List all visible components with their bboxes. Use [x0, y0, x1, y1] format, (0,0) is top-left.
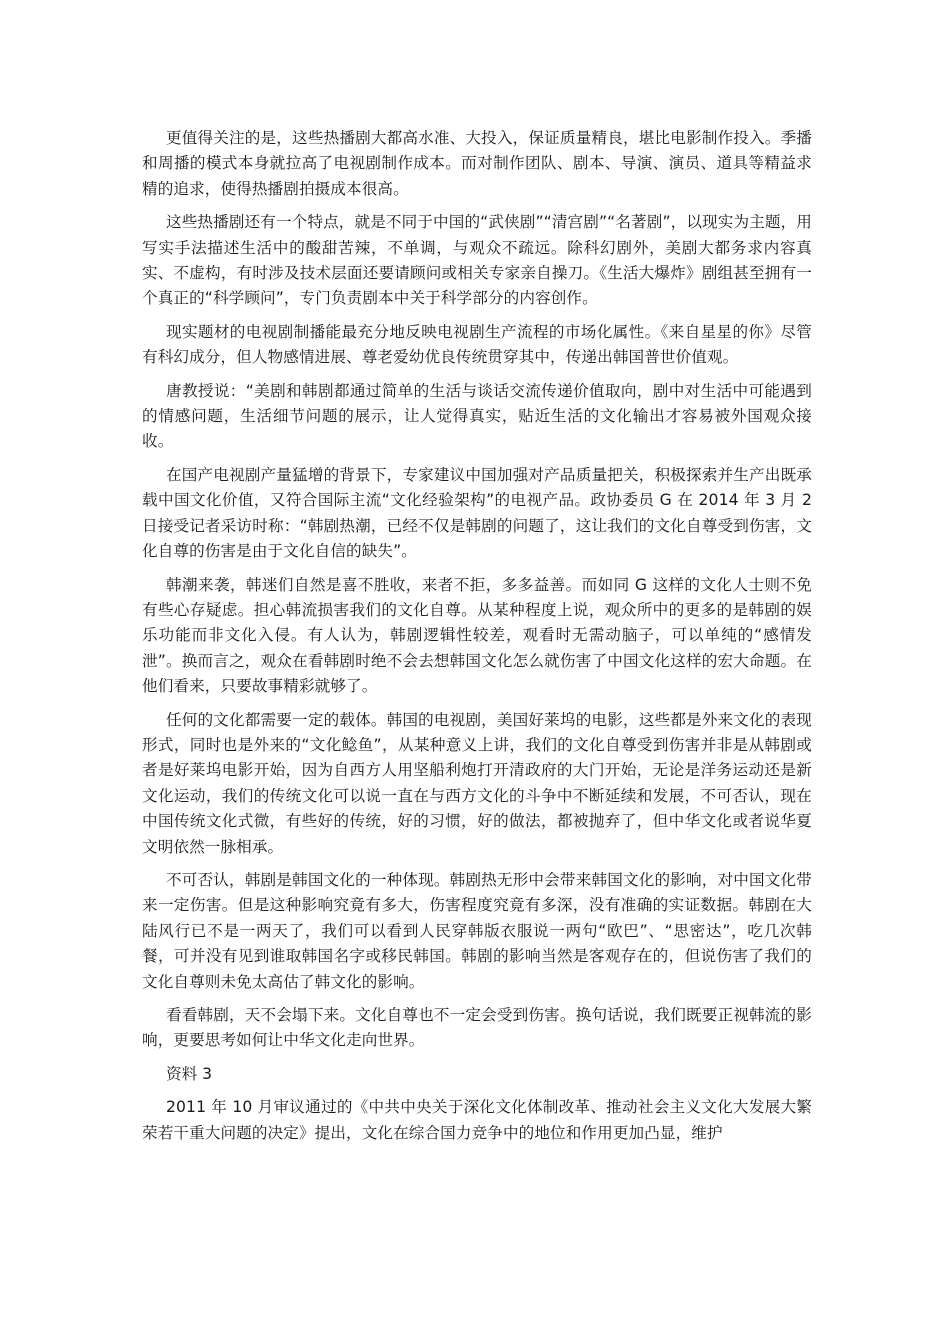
paragraph: 在国产电视剧产量猛增的背景下，专家建议中国加强对产品质量把关，积极探索并生产出既承载中国文化价值，又符合国际主流“文化经验架构”的电视产品。政协委员 G 在 2014 年 3 月 2 日接受记者采访时称：“韩剧热潮，已经不仅是韩剧的问题了，这让我们的文化自尊受到伤害，文化自尊的伤害是由于文化自信的缺失”。	[142, 465, 812, 561]
final-paragraph: 2011 年 10 月审议通过的《中共中央关于深化文化体制改革、推动社会主义文化大发展大繁荣若干重大问题的决定》提出，文化在综合国力竞争中的地位和作用更加凸显，维护	[142, 1098, 812, 1142]
paragraph: 更值得关注的是，这些热播剧大都高水准、大投入，保证质量精良，堪比电影制作投入。季播和周播的模式本身就拉高了电视剧制作成本。而对制作团队、剧本、导演、演员、道具等精益求精的追求，使得热播剧拍摄成本很高。	[142, 129, 812, 198]
document-body	[142, 126, 812, 1154]
paragraph: 现实题材的电视剧制播能最充分地反映电视剧生产流程的市场化属性。《来自星星的你》尽管有科幻成分，但人物感情进展、尊老爱幼优良传统贯穿其中，传递出韩国普世价值观。	[142, 322, 812, 367]
paragraph: 看看韩剧，天不会塌下来。文化自尊也不一定会受到伤害。换句话说，我们既要正视韩流的影响，更要思考如何让中华文化走向世界。	[142, 1006, 812, 1050]
paragraph: 韩潮来袭，韩迷们自然是喜不胜收，来者不拒，多多益善。而如同 G 这样的文化人士则不免有些心存疑虑。担心韩流损害我们的文化自尊。从某种程度上说，观众所中的更多的是韩剧的娱乐功能而非文化入侵。有人认为，韩剧逻辑性较差，观看时无需动脑子，可以单纯的“感情发泄”。换而言之，观众在看韩剧时绝不会去想韩国文化怎么就伤害了中国文化这样的宏大命题。在他们看来，只要故事精彩就够了。	[142, 575, 812, 696]
paragraph: 任何的文化都需要一定的载体。韩国的电视剧，美国好莱坞的电影，这些都是外来文化的表现形式，同时也是外来的“文化鲶鱼”，从某种意义上讲，我们的文化自尊受到伤害并非是从韩剧或者是好莱坞电影开始，因为自西方人用坚船利炮打开清政府的大门开始，无论是洋务运动还是新文化运动，我们的传统文化可以说一直在与西方文化的斗争中不断延续和发展，不可否认，现在中国传统文化式微，有些好的传统，好的习惯，好的做法，都被抛弃了，但中华文化或者说华夏文明依然一脉相承。	[142, 710, 812, 856]
paragraph: 这些热播剧还有一个特点，就是不同于中国的“武侠剧”“清宫剧”“名著剧”，以现实为主题，用写实手法描述生活中的酸甜苦辣，不单调，与观众不疏远。除科幻剧外，美剧大都务求内容真实、不虚构，有时涉及技术层面还要请顾问或相关专家亲自操刀。《生活大爆炸》剧组甚至拥有一个真正的“科学顾问”，专门负责剧本中关于科学部分的内容创作。	[142, 213, 812, 308]
paragraph: 不可否认，韩剧是韩国文化的一种体现。韩剧热无形中会带来韩国文化的影响，对中国文化带来一定伤害。但是这种影响究竟有多大，伤害程度究竟有多深，没有准确的实证数据。韩剧在大陆风行已不是一两天了，我们可以看到人民穿韩版衣服说一两句“欧巴”、“思密达”，吃几次韩餐，可并没有见到谁取韩国名字或移民韩国。韩剧的影响当然是客观存在的，但说伤害了我们的文化自尊则未免太高估了韩文化的影响。	[142, 870, 812, 991]
paragraph: 唐教授说：“美剧和韩剧都通过简单的生活与谈话交流传递价值取向，剧中对生活中可能遇到的情感问题，生活细节问题的展示，让人觉得真实，贴近生活的文化输出才容易被外国观众接收。	[142, 381, 812, 451]
section-label: 资料 3	[166, 1064, 213, 1083]
